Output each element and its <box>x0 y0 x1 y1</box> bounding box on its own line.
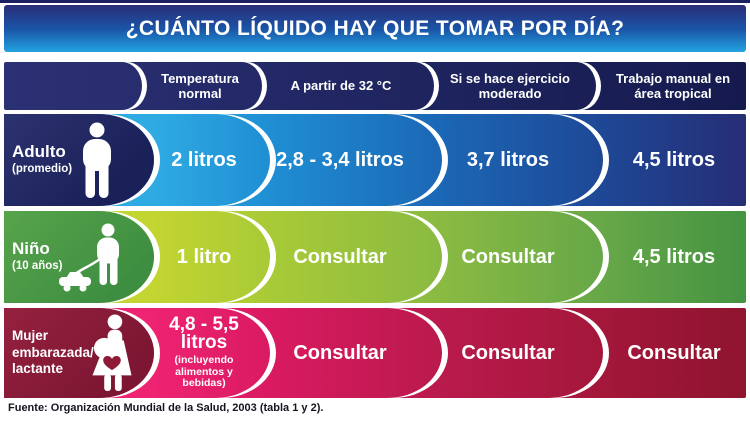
column-divider <box>4 62 142 110</box>
cell-adulto-temperatura-normal: 2 litros <box>171 148 237 171</box>
cell-nino-temperatura-normal: 1 litro <box>176 245 232 268</box>
row-label-text: Adulto <box>12 142 66 162</box>
row-adulto <box>4 114 746 206</box>
child-with-toy-car-icon <box>56 221 132 293</box>
row-label-text: Mujer <box>12 328 49 344</box>
cell-adulto-a-partir-de-32: 2,8 - 3,4 litros <box>276 148 404 171</box>
cell-adulto-trabajo-tropical: 4,5 litros <box>632 148 716 171</box>
cell-nino-ejercicio-moderado: Consultar <box>461 245 555 268</box>
cell-adulto-ejercicio-moderado: 3,7 litros <box>466 148 550 171</box>
row-nino <box>4 211 746 303</box>
column-header-a-partir-de-32: A partir de 32 °C <box>290 78 392 94</box>
cell-value: 4,8 - 5,5 litros <box>169 313 239 354</box>
row-label-text: lactante <box>12 361 64 377</box>
cell-mujer-trabajo-tropical: Consultar <box>627 341 721 364</box>
header-row <box>4 62 746 110</box>
cell-nino-a-partir-de-32: Consultar <box>293 245 387 268</box>
column-header-trabajo-tropical: Trabajo manual en área tropical <box>615 70 731 101</box>
row-label-text: embarazada/ <box>12 344 94 360</box>
cell-nino-trabajo-tropical: 4,5 litros <box>632 245 716 268</box>
row-mujer-embarazada <box>4 308 746 398</box>
pregnant-woman-icon <box>86 314 138 392</box>
source-note: Fuente: Organización Mundial de la Salud, 2003 (tabla 1 y 2). <box>8 402 324 414</box>
cell-mujer-a-partir-de-32: Consultar <box>293 341 387 364</box>
adult-person-icon <box>74 122 120 198</box>
row-sublabel-text: (10 años) <box>12 260 63 273</box>
cell-mujer-temperatura-normal <box>150 308 258 398</box>
cell-mujer-ejercicio-moderado: Consultar <box>461 341 555 364</box>
cell-note: (incluyendo alimentos y bebidas) <box>174 353 234 390</box>
row-sublabel-text: (promedio) <box>12 163 73 176</box>
page-title: ¿CUÁNTO LÍQUIDO HAY QUE TOMAR POR DÍA? <box>125 16 625 40</box>
title-bar <box>4 5 746 52</box>
column-header-ejercicio-moderado: Si se hace ejercicio moderado <box>450 70 570 101</box>
column-header-temperatura-normal: Temperatura normal <box>161 70 239 101</box>
row-label-text: Niño <box>12 239 50 259</box>
top-border <box>0 0 750 3</box>
